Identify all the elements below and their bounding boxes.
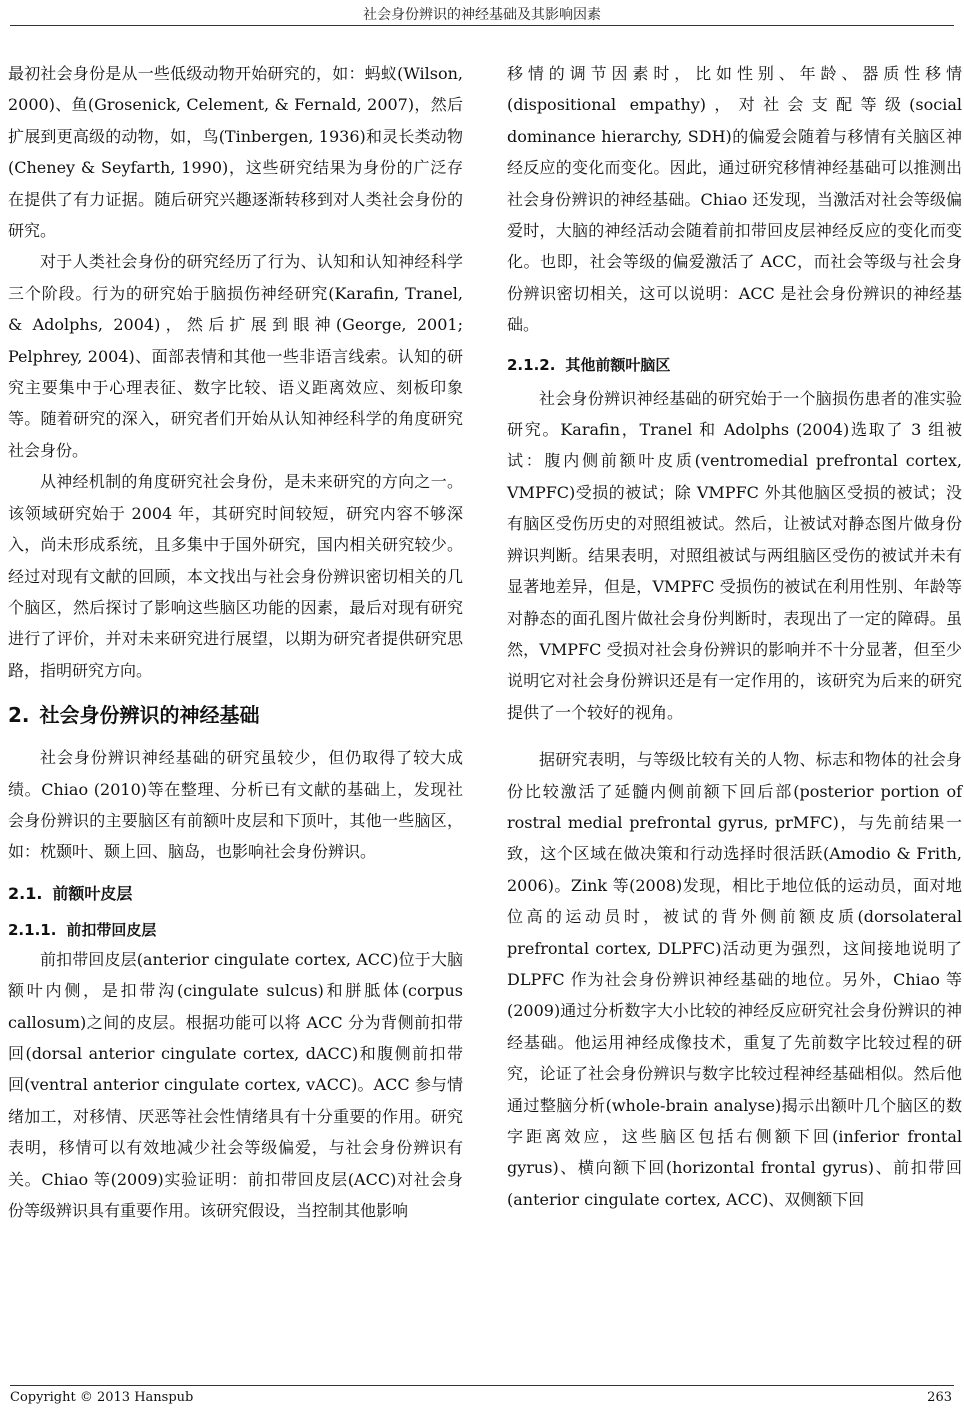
- section-heading: [8, 700, 463, 730]
- section-title: 前扣带回皮层: [66, 920, 157, 939]
- section-number: 2.: [8, 703, 30, 728]
- header-rule: [10, 25, 954, 26]
- section-title: 前额叶皮层: [52, 883, 133, 903]
- running-head: 社会身份辨识的神经基础及其影响因素: [363, 7, 601, 23]
- paragraph: 从神经机制的角度研究社会身份，是未来研究的方向之一。该领域研究始于 2004 年，其研究时间较短，研究内容不够深入，尚未形成系统，且多集中于国外研究，国内相关研究较少。经过对现有文献的回顾，本文找出与社会身份辨识密切相关的几个脑区，然后探讨了影响这些脑区功能的因素，最后对现有研究进行了评价，并对未来研究进行展望，以期为研究者提供研究思路，指明研究方向。: [8, 472, 463, 680]
- paragraph: 对于人类社会身份的研究经历了行为、认知和认知神经科学三个阶段。行为的研究始于脑损伤神经研究(Karafin, Tranel, & Adolphs, 2004)，然后扩展到眼神(George, 2001; Pelphrey, 2004)、面部表情和其他一些非语言线索。认知的研究主要集中于心理表征、数字比较、语义距离效应、刻板印象等。随着研究的深入，研究者们开始从认知神经科学的角度研究社会身份。: [8, 252, 463, 460]
- subsection-heading: [8, 880, 463, 908]
- section-title: 社会身份辨识的神经基础: [39, 703, 260, 728]
- page-number: 263: [927, 1390, 952, 1405]
- paragraph: 最初社会身份是从一些低级动物开始研究的，如：蚂蚁(Wilson, 2000)、鱼(Grosenick, Celement, & Fernald, 2007)，然后扩展到更高级的动物，如，鸟(Tinbergen, 1936)和灵长类动物(Cheney & Seyfarth, 1990)，这些研究结果为身份的广泛存在提供了有力证据。随后研究兴趣逐渐转移到对人类社会身份的研究。: [8, 64, 463, 241]
- section-title: 其他前额叶脑区: [565, 355, 671, 374]
- left-column: [8, 58, 463, 1226]
- subsubsection-heading: [507, 351, 962, 379]
- footer-rule: [10, 1385, 954, 1386]
- paragraph: 前扣带回皮层(anterior cingulate cortex, ACC)位于大脑额叶内侧，是扣带沟(cingulate sulcus)和胼胝体(corpus callosum)之间的皮层。根据功能可以将 ACC 分为背侧前扣带回(dorsal anterior cingulate cortex, dACC)和腹侧前扣带回(ventral anterior cingulate cortex, vACC)。ACC 参与情绪加工，对移情、厌恶等社会性情绪具有十分重要的作用。研究表明，移情可以有效地减少社会等级偏爱，与社会身份辨识有关。Chiao 等(2009)实验证明：前扣带回皮层(ACC)对社会身份等级辨识具有重要作用。该研究假设，当控制其他影响: [8, 949, 463, 1220]
- subsubsection-heading: [8, 916, 463, 944]
- section-number: 2.1.2.: [507, 355, 556, 374]
- copyright-notice: Copyright © 2013 Hanspub: [10, 1390, 194, 1405]
- section-number: 2.1.: [8, 883, 43, 903]
- paragraph: 据研究表明，与等级比较有关的人物、标志和物体的社会身份比较激活了延髓内侧前额下回后部(posterior portion of rostral medial prefrontal gyrus, prMFC)，与先前结果一致，这个区域在做决策和行动选择时很活跃(Amodio & Frith, 2006)。Zink 等(2008)发现，相比于地位低的运动员，面对地位高的运动员时，被试的背外侧前额皮质(dorsolateral prefrontal cortex, DLPFC)活动更为强烈，这间接地说明了 DLPFC 作为社会身份辨识神经基础的地位。另外，Chiao 等(2009)通过分析数字大小比较的神经反应研究社会身份辨识的神经基础。他运用神经成像技术，重复了先前数字比较过程的研究，论证了社会身份辨识与数字比较过程神经基础相似。然后他通过整脑分析(whole-brain analyse)揭示出额叶几个脑区的数字距离效应，这些脑区包括右侧额下回(inferior frontal gyrus)、横向额下回(horizontal frontal gyrus)、前扣带回(anterior cingulate cortex, ACC)、双侧额下回: [507, 750, 962, 1209]
- paragraph: 社会身份辨识神经基础的研究虽较少，但仍取得了较大成绩。Chiao (2010)等在整理、分析已有文献的基础上，发现社会身份辨识的主要脑区有前额叶皮层和下顶叶，其他一些脑区，如：枕颞叶、颞上回、脑岛，也影响社会身份辨识。: [8, 748, 463, 862]
- right-column: [507, 58, 962, 1215]
- section-number: 2.1.1.: [8, 920, 57, 939]
- paragraph: 社会身份辨识神经基础的研究始于一个脑损伤患者的准实验研究。Karafin，Tranel 和 Adolphs (2004)选取了 3 组被试：腹内侧前额叶皮质(ventromedial prefrontal cortex, VMPFC)受损的被试；除 VMPFC 外其他脑区受损的被试；没有脑区受伤历史的对照组被试。然后，让被试对静态图片做身份辨识判断。结果表明，对照组被试与两组脑区受伤的被试并未有显著地差异，但是，VMPFC 受损伤的被试在利用性别、年龄等对静态的面孔图片做社会身份判断时，表现出了一定的障碍。虽然，VMPFC 受损对社会身份辨识的影响并不十分显著，但至少说明它对社会身份辨识还是有一定作用的，该研究为后来的研究提供了一个较好的视角。: [507, 388, 962, 722]
- paragraph: 移情的调节因素时，比如性别、年龄、器质性移情(dispositional empathy)，对社会支配等级(social dominance hierarchy, SDH)的偏爱会随着与移情有关脑区神经反应的变化而变化。因此，通过研究移情神经基础可以推测出社会身份辨识的神经基础。Chiao 还发现，当激活对社会等级偏爱时，大脑的神经活动会随着前扣带回皮层神经反应的变化而变化。也即，社会等级的偏爱激活了 ACC，而社会等级与社会身份辨识密切相关，这可以说明：ACC 是社会身份辨识的神经基础。: [507, 64, 962, 335]
